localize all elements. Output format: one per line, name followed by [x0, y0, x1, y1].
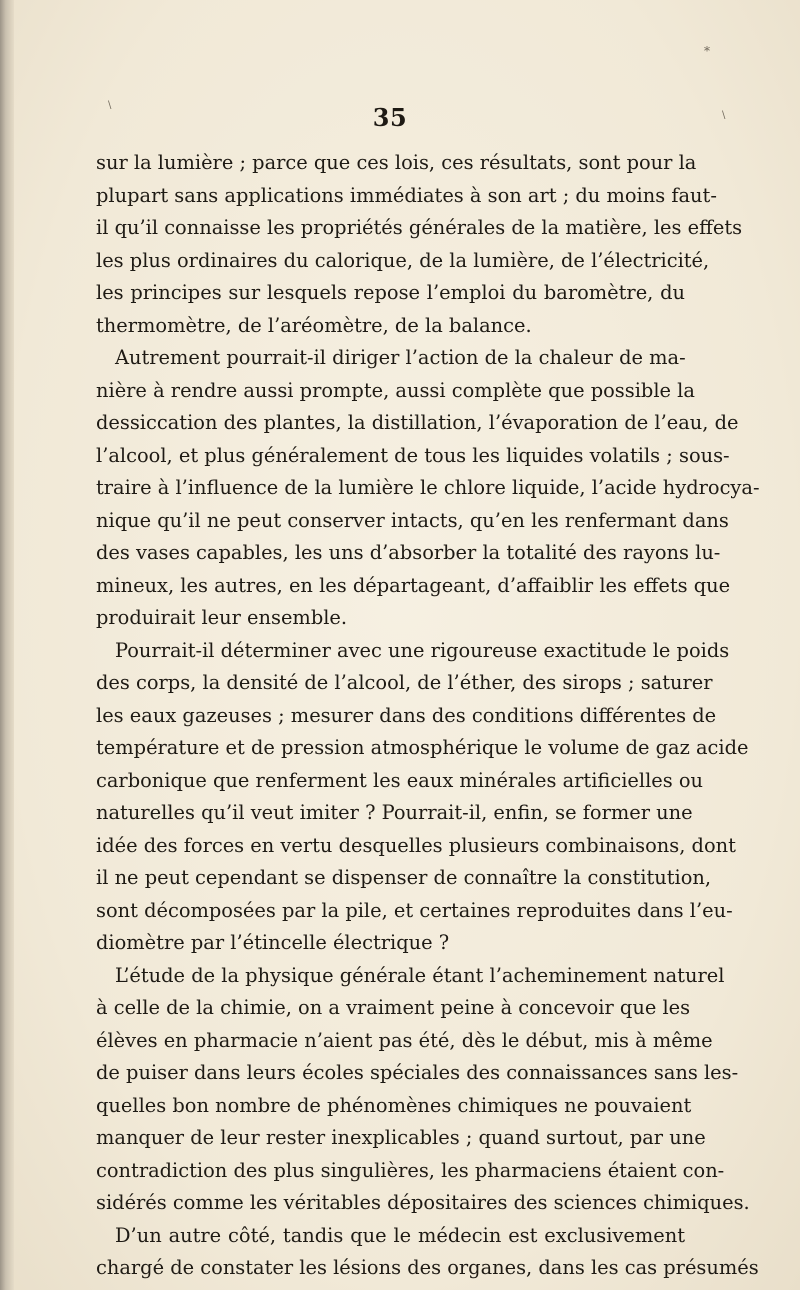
text-line: les plus ordinaires du calorique, de la lumière, de l’électricité, [96, 248, 710, 272]
body-text [96, 147, 760, 1285]
paragraph [96, 635, 749, 960]
text-line: sont décomposées par la pile, et certaines reproduites dans l’eu- [96, 898, 733, 922]
text-line: idée des forces en vertu desquelles plusieurs combinaisons, dont [96, 833, 736, 857]
text-line: sur la lumière ; parce que ces lois, ces résultats, sont pour la [96, 151, 697, 174]
text-line: Autrement pourrait-il diriger l’action de la chaleur de ma- [115, 346, 686, 369]
ink-speck: \ [722, 110, 726, 121]
text-line: dessiccation des plantes, la distillation, l’évaporation de l’eau, de [96, 411, 739, 434]
text-line: mineux, les autres, en les départageant, d’affaiblir les effets que [96, 573, 731, 597]
text-line: manquer de leur rester inexplicables ; quand surtout, par une [96, 1126, 706, 1149]
text-line: diomètre par l’étincelle électrique ? [96, 931, 450, 954]
text-line: quelles bon nombre de phénomènes chimiques ne pouvaient [96, 1093, 692, 1117]
text-line: D’un autre côté, tandis que le médecin est exclusivement [115, 1223, 685, 1247]
text-line: contradiction des plus singulières, les pharmaciens étaient con- [96, 1158, 725, 1182]
paragraph [96, 960, 750, 1220]
text-line: à celle de la chimie, on a vraiment peine à concevoir que les [96, 996, 691, 1019]
text-line: L’étude de la physique générale étant l’acheminement naturel [115, 963, 725, 987]
ink-speck: * [704, 44, 710, 58]
text-line: carbonique que renferment les eaux minérales artificielles ou [96, 768, 704, 792]
ink-speck: \ [108, 100, 112, 111]
binding-edge [0, 0, 14, 1290]
text-line: naturelles qu’il veut imiter ? Pourrait-il, enfin, se former une [96, 801, 693, 824]
paragraph [96, 342, 760, 635]
text-line: élèves en pharmacie n’aient pas été, dès le début, mis à même [96, 1028, 713, 1052]
text-line: produirait leur ensemble. [96, 606, 348, 629]
text-line: traire à l’influence de la lumière le chlore liquide, l’acide hydrocya- [96, 476, 760, 499]
text-line: nique qu’il ne peut conserver intacts, qu’en les renfermant dans [96, 508, 729, 532]
paragraph [96, 1220, 759, 1285]
text-line: température et de pression atmosphérique le volume de gaz acide [96, 736, 749, 759]
page-number: 35 [372, 103, 408, 132]
text-line: des vases capables, les uns d’absorber la totalité des rayons lu- [96, 541, 721, 564]
text-line: plupart sans applications immédiates à son art ; du moins faut- [96, 183, 717, 207]
text-line: il ne peut cependant se dispenser de connaître la constitution, [96, 866, 712, 889]
text-line: il qu’il connaisse les propriétés générales de la matière, les effets [96, 216, 743, 239]
text-line: l’alcool, et plus généralement de tous les liquides volatils ; sous- [96, 443, 730, 467]
text-line: nière à rendre aussi prompte, aussi complète que possible la [96, 378, 695, 402]
text-line: des corps, la densité de l’alcool, de l’éther, des sirops ; saturer [96, 671, 713, 694]
text-line: thermomètre, de l’aréomètre, de la balance. [96, 313, 532, 337]
text-line: chargé de constater les lésions des organes, dans les cas présumés [96, 1256, 759, 1279]
text-line: sidérés comme les véritables dépositaires des sciences chimiques. [96, 1191, 750, 1214]
text-line: les eaux gazeuses ; mesurer dans des conditions différentes de [96, 703, 717, 727]
text-line: de puiser dans leurs écoles spéciales des connaissances sans les- [96, 1061, 739, 1084]
paragraph [96, 147, 743, 342]
text-line: les principes sur lesquels repose l’emploi du baromètre, du [96, 281, 685, 304]
text-line: Pourrait-il déterminer avec une rigoureuse exactitude le poids [115, 638, 730, 662]
